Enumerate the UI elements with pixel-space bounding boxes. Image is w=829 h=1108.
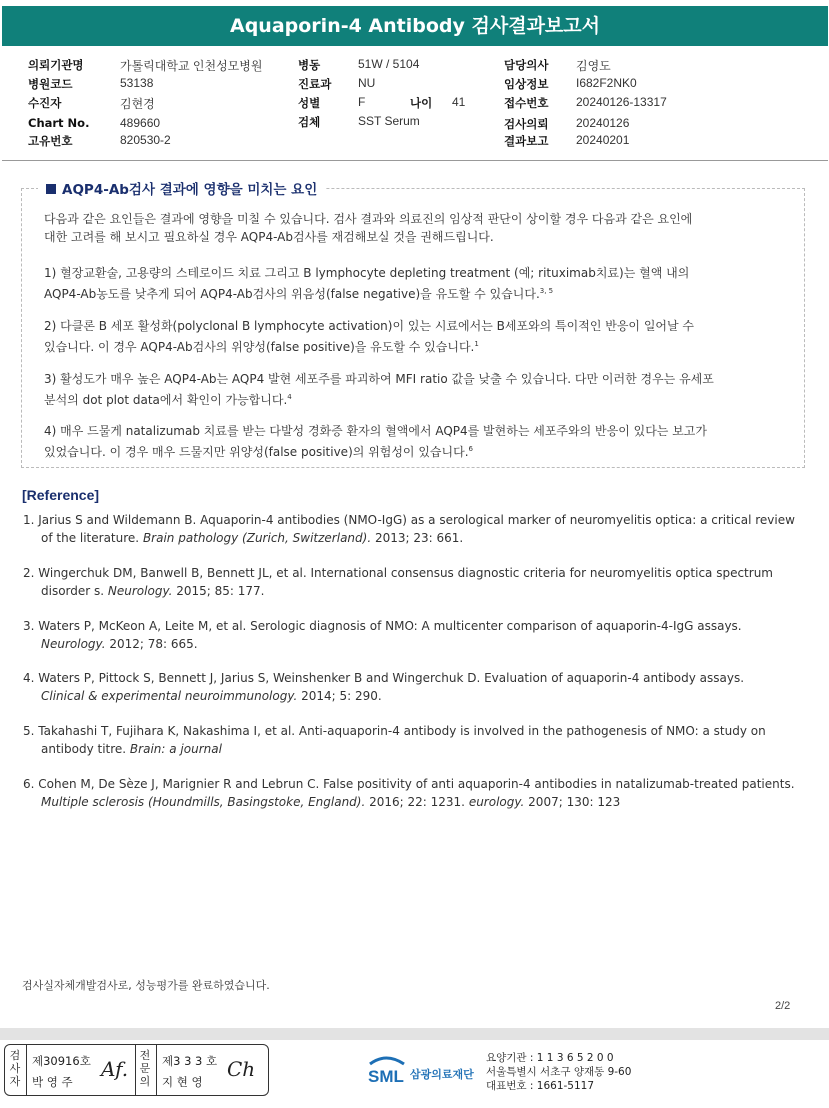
reference-item-1 xyxy=(23,511,813,547)
clinical-value: I682F2NK0 xyxy=(576,76,637,90)
svg-text:삼광의료재단: 삼광의료재단 xyxy=(410,1068,474,1081)
receipt-label: 접수번호 xyxy=(504,96,549,110)
specialist-label: 전 문 의 xyxy=(139,1049,151,1088)
reference-text: 2013; 23: 661. xyxy=(371,531,464,545)
institution-value: 가톨릭대학교 인천성모병원 xyxy=(120,59,263,73)
svg-text:SML: SML xyxy=(368,1067,404,1086)
citation-superscript: 3, 5 xyxy=(539,287,554,295)
notice-item-line xyxy=(44,335,804,356)
reference-text: 2016; 22: 1231. xyxy=(365,795,469,809)
notice-item-text: AQP4-Ab농도를 낮추게 되어 AQP4-Ab검사의 위음성(false negative)을 유도할 수 있습니다. xyxy=(44,287,540,301)
report-title: Aquaporin-4 Antibody 검사결과보고서 xyxy=(2,6,828,46)
notice-item-2 xyxy=(44,317,804,356)
reference-text: antibody titre. xyxy=(41,742,130,756)
hospital-code-label: 병원코드 xyxy=(28,77,73,91)
age-label: 나이 xyxy=(410,96,433,110)
notice-intro xyxy=(44,210,804,246)
notice-item-4 xyxy=(44,422,804,461)
reference-line xyxy=(23,529,813,547)
notice-intro-line: 대한 고려를 해 보시고 필요하실 경우 AQP4-Ab검사를 재검해보실 것을 권해드립니다. xyxy=(44,230,494,244)
journal-name: eurology. xyxy=(468,795,525,809)
journal-name: Brain: a journal xyxy=(129,742,222,756)
reference-text: of the literature. xyxy=(41,531,143,545)
reference-text: 2015; 85: 177. xyxy=(172,584,265,598)
citation-superscript: 6 xyxy=(468,445,473,453)
dept-label: 진료과 xyxy=(298,77,332,91)
examiner-label: 검 사 자 xyxy=(9,1049,21,1088)
notice-item-3 xyxy=(44,370,804,409)
request-value: 20240126 xyxy=(576,116,630,130)
divider xyxy=(26,1045,27,1095)
reference-text: 2014; 5: 290. xyxy=(297,689,382,703)
reference-item-6 xyxy=(23,775,813,811)
doctor-value: 김영도 xyxy=(576,59,611,73)
notice-heading xyxy=(38,178,325,198)
reference-line xyxy=(23,635,813,653)
notice-item-text: 분석의 dot plot data에서 확인이 가능합니다. xyxy=(44,393,288,407)
footer-band xyxy=(0,1028,829,1040)
reference-item-5 xyxy=(23,722,813,758)
specimen-label: 검체 xyxy=(298,115,321,129)
examiner-signature: Af. xyxy=(101,1057,129,1081)
age-value: 41 xyxy=(452,95,466,109)
reference-text: disorder s. xyxy=(41,584,108,598)
notice-item-line: 3) 활성도가 매우 높은 AQP4-Ab는 AQP4 발현 세포주를 파괴하여 MFI ratio 값을 낮출 수 있습니다. 다만 이러한 경우는 유세포 xyxy=(44,372,714,386)
report-date-value: 20240201 xyxy=(576,133,630,147)
journal-name: Brain pathology (Zurich, Switzerland). xyxy=(142,531,372,545)
doctor-label: 담당의사 xyxy=(504,58,549,72)
chart-no-label: Chart No. xyxy=(28,116,90,130)
reference-item-3 xyxy=(23,617,813,653)
reference-text: 6. Cohen M, De Sèze J, Marignier R and Lebrun C. False positivity of anti aquaporin-4 antibodies in natalizumab-treated patients. xyxy=(23,777,795,791)
dept-value: NU xyxy=(358,76,376,90)
collector-value: 김현경 xyxy=(120,97,155,111)
journal-name: Neurology. xyxy=(41,637,106,651)
specialist-id: 제3 3 3 호 xyxy=(162,1054,218,1068)
journal-name: Neurology. xyxy=(107,584,173,598)
institution-label: 의뢰기관명 xyxy=(28,58,84,72)
sml-logo xyxy=(366,1050,486,1090)
reference-text: 3. Waters P, McKeon A, Leite M, et al. Serologic diagnosis of NMO: A multicenter comparison of aquaporin-4-IgG assays. xyxy=(23,619,742,633)
notice-item-line: 1) 혈장교환술, 고용량의 스테로이드 치료 그리고 B lymphocyte depleting treatment (예; rituximab치료)는 혈액 내의 xyxy=(44,266,690,280)
reference-item-4 xyxy=(23,669,813,705)
journal-name: Clinical & experimental neuroimmunology. xyxy=(41,689,298,703)
org-phone: 대표번호 : 1661-5117 xyxy=(486,1080,595,1092)
specialist-name: 지 현 영 xyxy=(162,1075,203,1089)
notice-item-line: 2) 다클론 B 세포 활성화(polyclonal B lymphocyte activation)이 있는 시료에서는 B세포와의 특이적인 반응이 일어날 수 xyxy=(44,319,695,333)
divider xyxy=(135,1045,136,1095)
reference-text: 2007; 130: 123 xyxy=(524,795,621,809)
notice-item-text: 있습니다. 이 경우 AQP4-Ab검사의 위양성(false positive)을 유도할 수 있습니다. xyxy=(44,340,475,354)
reference-text: 4. Waters P, Pittock S, Bennett J, Jarius S, Weinshenker B and Wingerchuk D. Evaluation of aquaporin-4 antibody assays. xyxy=(23,671,745,685)
examiner-name: 박 영 주 xyxy=(32,1075,73,1089)
org-address: 서울특별시 서초구 양재동 9-60 xyxy=(486,1066,632,1078)
reference-item-2 xyxy=(23,564,813,600)
ward-label: 병동 xyxy=(298,58,321,72)
journal-name: Multiple sclerosis (Houndmills, Basingstoke, England). xyxy=(41,795,366,809)
notice-item-line: 4) 매우 드물게 natalizumab 치료를 받는 다발성 경화증 환자의 혈액에서 AQP4를 발현하는 세포주와의 반응이 있다는 보고가 xyxy=(44,424,707,438)
reference-text: 1. Jarius S and Wildemann B. Aquaporin-4 antibodies (NMO-IgG) as a serological marker of neuromyelitis optica: a critical review xyxy=(23,513,795,527)
report-date-label: 결과보고 xyxy=(504,134,549,148)
specimen-value: SST Serum xyxy=(358,114,420,128)
reference-line xyxy=(23,793,813,811)
specialist-signature: Ch xyxy=(227,1057,256,1081)
divider xyxy=(156,1045,157,1095)
unique-no-value: 820530-2 xyxy=(120,133,171,147)
reference-line xyxy=(23,740,813,758)
org-code: 요양기관 : 1 1 3 6 5 2 0 0 xyxy=(486,1052,614,1064)
reference-heading: [Reference] xyxy=(22,487,100,503)
notice-item-line xyxy=(44,388,804,409)
notice-item-text: 있었습니다. 이 경우 매우 드물지만 위양성(false positive)의 위험성이 있습니다. xyxy=(44,445,469,459)
reference-line xyxy=(23,687,813,705)
ward-value: 51W / 5104 xyxy=(358,57,420,71)
reference-text: 5. Takahashi T, Fujihara K, Nakashima I, et al. Anti-aquaporin-4 antibody is involved in the pathogenesis of NMO: a study on xyxy=(23,724,766,738)
chart-no-value: 489660 xyxy=(120,116,161,130)
notice-intro-line: 다음과 같은 요인들은 결과에 영향을 미칠 수 있습니다. 검사 결과와 의료진의 임상적 판단이 상이할 경우 다음과 같은 요인에 xyxy=(44,212,693,226)
request-label: 검사의뢰 xyxy=(504,117,549,131)
citation-superscript: 4 xyxy=(287,393,292,401)
signature-box xyxy=(4,1044,269,1096)
reference-text: 2. Wingerchuk DM, Banwell B, Bennett JL, et al. International consensus diagnostic criteria for neuromyelitis optica spectrum xyxy=(23,566,773,580)
reference-line xyxy=(23,582,813,600)
hospital-code-value: 53138 xyxy=(120,76,154,90)
org-info xyxy=(486,1051,631,1093)
header-divider xyxy=(2,160,828,161)
collector-label: 수진자 xyxy=(28,96,62,110)
notice-item-line xyxy=(44,282,804,303)
sex-label: 성별 xyxy=(298,96,321,110)
clinical-label: 임상정보 xyxy=(504,77,549,91)
performance-note: 검사실자체개발검사로, 성능평가를 완료하였습니다. xyxy=(22,979,270,992)
notice-item-line xyxy=(44,440,804,461)
sex-value: F xyxy=(358,95,366,109)
notice-title-text: AQP4-Ab검사 결과에 영향을 미치는 요인 xyxy=(62,182,318,198)
reference-text: 2012; 78: 665. xyxy=(105,637,198,651)
notice-item-1 xyxy=(44,264,804,303)
receipt-value: 20240126-13317 xyxy=(576,95,667,109)
unique-no-label: 고유번호 xyxy=(28,134,73,148)
citation-superscript: 1 xyxy=(474,340,479,348)
sml-logo-icon xyxy=(366,1050,486,1090)
examiner-id: 제30916호 xyxy=(32,1054,91,1068)
square-bullet-icon xyxy=(46,184,56,194)
page-number: 2/2 xyxy=(775,1000,791,1012)
